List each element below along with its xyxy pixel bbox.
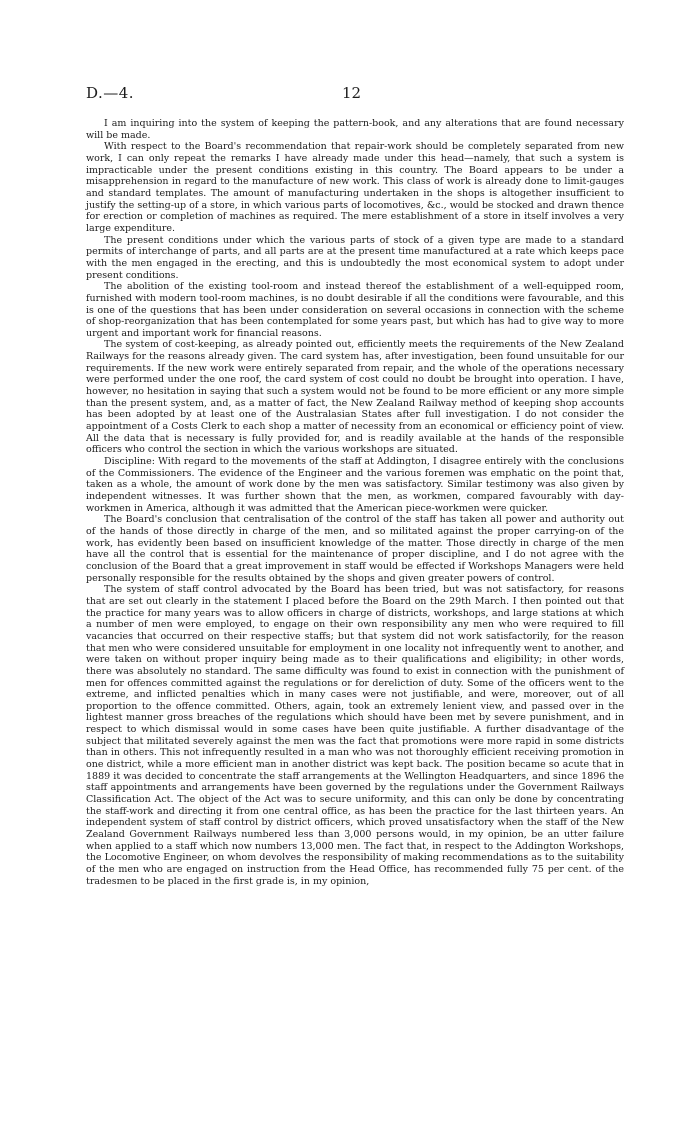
paragraph-centralisation: The Board's conclusion that centralisation of the control of the staff has taken all power and authority out of the hands of those directly in charge of the men, and so militated against the proper carrying-on of the work, has evidently been based on insufficient knowledge of the matter. Those directly in charge of the men have all the control that is essential for the maintenance of proper discipline, and I do not agree with the conclusion of the Board that a great improvement in staff would be effected if Workshops Managers were held personally responsible for the results obtained by the shops and given greater powers of control.: [86, 514, 624, 584]
paragraph-repair-work: With respect to the Board's recommendation that repair-work should be completely separated from new work, I can only repeat the remarks I have already made under this head—namely, that such a system is impracticable under the present conditions existing in this country. The Board appears to be under a misapprehension in regard to the manufacture of new work. This class of work is already done to limit-gauges and standard templates. The amount of manufacturing undertaken in the shops is altogether insufficient to justify the setting-up of a store, in which various parts of locomotives, &c., would be stocked and drawn thence for erection or completion of machines as required. The mere establishment of a store in itself involves a very large expenditure.: [86, 141, 624, 234]
paragraph-tool-room: The abolition of the existing tool-room and instead thereof the establishment of a well-equipped room, furnished with modern tool-room machines, is no doubt desirable if all the conditions were favourable, and this is one of the questions that has been under consideration on several occasions in connection with the scheme of shop-reorganization that has been contemplated for some years past, but which has had to give way to more urgent and important work for financial reasons.: [86, 281, 624, 339]
paragraph-staff-control: The system of staff control advocated by the Board has been tried, but was not satisfactory, for reasons that are set out clearly in the statement I placed before the Board on the 29th March. I then pointed out that the practice for many years was to allow officers in charge of districts, workshops, and large stations at which a number of men were employed, to engage on their own responsibility any men who were required to fill vacancies that occurred on their respective staffs; but that system did not work satisfactorily, for the reason that men who were considered unsuitable for employment in one locality not infrequently went to another, and were taken on without proper inquiry being made as to their qualifications and eligibility; in other words, there was absolutely no standard. The same difficulty was found to exist in connection with the punishment of men for offences committed against the regulations or for dereliction of duty. Some of the officers went to the extreme, and inflicted penalties which in many cases were not justifiable, and were, moreover, out of all proportion to the offence committed. Others, again, took an extremely lenient view, and passed over in the lightest manner gross breaches of the regulations which should have been met by severe punishment, and in respect to which dismissal would in some cases have been quite justifiable. A further disadvantage of the subject that militated severely against the men was the fact that promotions were more rapid in some districts than in others. This not infrequently resulted in a man who was not thoroughly efficient receiving promotion in one district, while a more efficient man in another district was kept back. The position became so acute that in 1889 it was decided to concentrate the staff arrangements at the Wellington Headquarters, and since 1896 the staff appointments and arrangements have been governed by the regulations under the Government Railways Classification Act. The object of the Act was to secure uniformity, and this can only be done by concentrating the staff-work and directing it from one central office, as has been the practice for the last thirteen years. An independent system of staff control by district officers, which proved unsatisfactory when the staff of the New Zealand Government Railways numbered less than 3,000 persons would, in my opinion, be an utter failure when applied to a staff which now numbers 13,000 men. The fact that, in respect to the Addington Workshops, the Locomotive Engineer, on whom devolves the responsibility of making recommendations as to the suitability of the men who are engaged on instruction from the Head Office, has recommended fully 75 per cent. of the tradesmen to be placed in the first grade is, in my opinion,: [86, 584, 624, 887]
document-reference: D.—4.: [86, 84, 135, 102]
paragraph-present-conditions: The present conditions under which the various parts of stock of a given type are made to a standard permits of interchange of parts, and all parts are at the present time manufactured at a rate which keeps pace with the men engaged in the erecting, and this is undoubtedly the most economical system to adopt under present conditions.: [86, 234, 624, 281]
paragraph-discipline: Discipline: With regard to the movements of the staff at Addington, I disagree entirely with the conclusions of the Commissioners. The evidence of the Engineer and the various foremen was emphatic on the point that, taken as a whole, the amount of work done by the men was satisfactory. Similar testimony was also given by independent witnesses. It was further shown that the men, as workmen, compared favourably with day-workmen in America, although it was admitted that the American piece-workmen were quicker.: [86, 456, 624, 514]
page-header: [86, 84, 624, 104]
paragraph-cost-keeping: The system of cost-keeping, as already pointed out, efficiently meets the requirements of the New Zealand Railways for the reasons already given. The card system has, after investigation, been found unsuitable for our requirements. If the new work were entirely separated from repair, and the whole of the operations necessary were performed under the one roof, the card system of cost could no doubt be brought into operation. I have, however, no hesitation in saying that such a system would not be found to be more efficient or any more simple than the present system, and, as a matter of fact, the New Zealand Railway method of keeping shop accounts has been adopted by at least one of the Australasian States after full investigation. I do not consider the appointment of a Costs Clerk to each shop a matter of necessity from an economical or efficiency point of view. All the data that is necessary is fully provided for, and is readily available at the hands of the responsible officers who control the section in which the various workshops are situated.: [86, 339, 624, 456]
page-number: 12: [342, 84, 362, 102]
paragraph-pattern-book: I am inquiring into the system of keeping the pattern-book, and any alterations that are found necessary will be made.: [86, 118, 624, 141]
body-text: [86, 118, 624, 887]
